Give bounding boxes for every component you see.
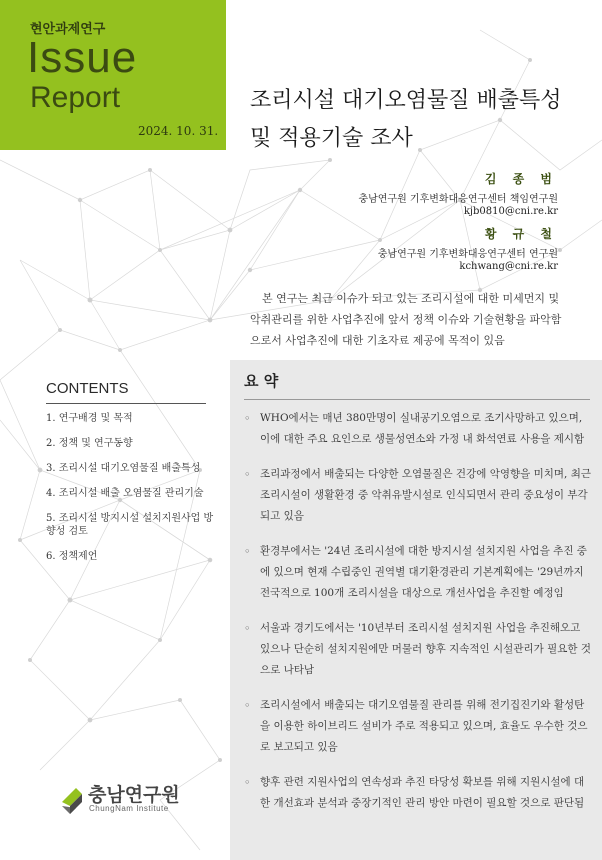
issue-wordmark: Issue	[27, 33, 138, 82]
contents-heading: CONTENTS	[46, 380, 129, 397]
author-block	[378, 225, 558, 272]
report-title: 조리시설 대기오염물질 배출특성 및 적용기술 조사	[250, 88, 562, 151]
toc-item[interactable]: 5. 조리시설 방지시설 설치지원사업 방향성 검토	[46, 513, 214, 537]
summary-heading: 요 약	[244, 372, 279, 390]
author-block	[358, 170, 558, 217]
report-wordmark: Report	[30, 81, 121, 114]
logo-name: 충남연구원	[88, 784, 180, 806]
series-label: 현안과제연구	[30, 22, 106, 37]
author-affiliation: 충남연구원 기후변화대응연구센터 책임연구원	[358, 194, 558, 205]
issue-report-banner	[0, 0, 226, 150]
abstract-text: 본 연구는 최근 이슈가 되고 있는 조리시설에 대한 미세먼지 및 악취관리를 위한 사업추진에 앞서 정책 이슈와 기술현황을 파악함으로서 사업추진에 대한 기초자료 제공에 목적이 있음	[250, 292, 562, 347]
contents-divider	[46, 403, 206, 404]
logo-subtitle: ChungNam Institute	[89, 804, 169, 813]
summary-item: ◦ 조리시설에서 배출되는 대기오염물질 관리를 위해 전기집진기와 활성탄을 이용한 하이브리드 설비가 주로 적용되고 있으며, 효율도 우수한 것으로 보고되고 있음	[244, 695, 592, 758]
table-of-contents	[46, 412, 216, 575]
toc-item[interactable]: 3. 조리시설 대기오염물질 배출특성	[46, 463, 201, 474]
author-email[interactable]: kjb0810@cni.re.kr	[463, 206, 558, 217]
toc-item[interactable]: 6. 정책제언	[46, 551, 98, 562]
toc-item[interactable]: 1. 연구배경 및 목적	[46, 413, 133, 424]
summary-item: ◦ 환경부에서는 '24년 조리시설에 대한 방지시설 설치지원 사업을 추진 중에 있으며 현재 수립중인 권역별 대기환경관리 기본계획에는 '29년까지 전국적으로 100개 조리시설을 대상으로 개선사업을 추진할 예정임	[244, 541, 592, 604]
publication-date: 2024. 10. 31.	[138, 124, 219, 138]
summary-divider	[244, 399, 590, 400]
summary-item: ◦ 서울과 경기도에서는 '10년부터 조리시설 설치지원 사업을 추진해오고 있으나 단순히 설치지원에만 머물러 향후 지속적인 시설관리가 필요한 것으로 나타남	[244, 618, 592, 681]
author-name: 김 종 범	[484, 172, 558, 186]
toc-item[interactable]: 4. 조리시설 배출 오염물질 관리기술	[46, 488, 204, 499]
summary-item: ◦ 조리과정에서 배출되는 다양한 오염물질은 건강에 악영향을 미치며, 최근 조리시설이 생활환경 중 악취유발시설로 인식되면서 관리 중요성이 부각되고 있음	[244, 464, 592, 527]
toc-item[interactable]: 2. 정책 및 연구동향	[46, 438, 133, 449]
summary-list	[244, 408, 592, 828]
summary-item: ◦ 향후 관련 지원사업의 연속성과 추진 타당성 확보를 위해 지원시설에 대한 개선효과 분석과 중장기적인 관리 방안 마련이 필요할 것으로 판단됨	[244, 772, 592, 814]
summary-panel	[230, 360, 602, 860]
author-email[interactable]: kchwang@cni.re.kr	[459, 261, 558, 272]
author-name: 황 규 철	[484, 227, 558, 241]
author-affiliation: 충남연구원 기후변화대응연구센터 연구원	[377, 249, 558, 260]
summary-item: ◦ WHO에서는 매년 380만명이 실내공기오염으로 조기사망하고 있으며, 이에 대한 주요 요인으로 생물성연소와 가정 내 화석연료 사용을 제시함	[244, 408, 592, 450]
